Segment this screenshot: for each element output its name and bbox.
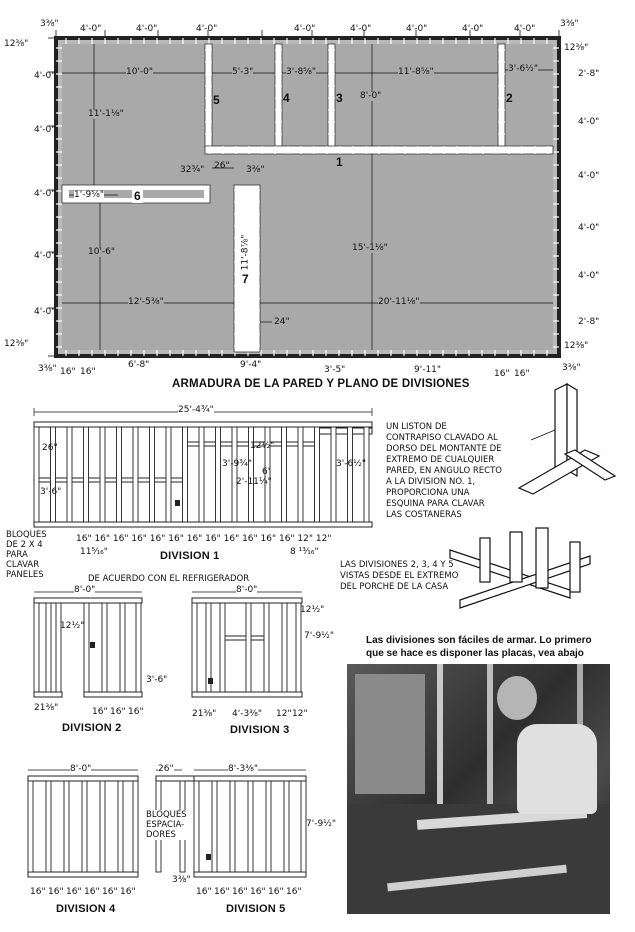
stud xyxy=(120,603,125,692)
inner-dim: 11'-1⅛" xyxy=(88,109,124,119)
division-4-caption: DIVISION 4 xyxy=(56,903,116,915)
divisions-view-drawing xyxy=(440,520,630,620)
stud xyxy=(166,427,171,522)
stud xyxy=(216,427,221,522)
dim: 16" xyxy=(120,887,136,897)
top-dim: 4'-0" xyxy=(350,24,372,34)
partition-number: 6 xyxy=(134,189,141,203)
stud xyxy=(46,781,51,872)
left-dim: 4'-0" xyxy=(34,71,56,81)
stud xyxy=(117,427,122,522)
bottom-dim: 3'-5" xyxy=(324,365,346,375)
photo-caption: Las divisiones son fáciles de armar. Lo primero que se hace es disponer las placas, vea abajo xyxy=(366,635,592,659)
stud xyxy=(331,427,336,522)
corner-detail-drawing xyxy=(515,380,625,500)
inner-dim: 10'-6" xyxy=(88,247,116,257)
inner-dim: 10'-0" xyxy=(126,67,154,77)
dim: 12½" xyxy=(60,621,85,631)
stud xyxy=(348,427,353,522)
top-dim: 4'-0" xyxy=(514,24,536,34)
inner-dim: 11'-8⅞" xyxy=(240,234,251,271)
bottom-dim: 16" xyxy=(80,367,96,377)
bottom-dim: 16" xyxy=(514,369,530,379)
bottom-dim: 9'-4" xyxy=(240,360,262,370)
divisions-note: LAS DIVISIONES 2, 3, 4 Y 5 VISTAS DESDE EL EXTREMO DEL PORCHE DE LA CASA xyxy=(340,560,459,592)
dim: 16" xyxy=(268,887,284,897)
dim: 21⅜" xyxy=(192,709,217,719)
dim: 2'-11¼" xyxy=(236,477,272,487)
dim: 16" xyxy=(84,887,100,897)
stud xyxy=(212,781,217,872)
inner-dim: 15'-1⅛" xyxy=(352,243,388,253)
dim: 16" xyxy=(110,707,126,717)
stud xyxy=(298,427,303,522)
dim: 8'-3⅜" xyxy=(228,764,259,774)
division-2-caption: DIVISION 2 xyxy=(62,722,122,734)
division-3-drawing xyxy=(186,584,326,714)
dim: 16" xyxy=(30,887,46,897)
bottom-dim: 9'-11" xyxy=(414,365,442,375)
bottom-dim: 3⅜" xyxy=(562,363,581,373)
dim: 16" xyxy=(102,887,118,897)
stud xyxy=(266,781,271,872)
workshop-photo xyxy=(347,664,610,914)
inner-dim: 8'-0" xyxy=(360,91,382,101)
stud xyxy=(315,427,320,522)
dim: 21⅜" xyxy=(34,703,59,713)
division-1-drawing xyxy=(0,400,400,540)
stud xyxy=(284,781,289,872)
stud xyxy=(84,603,89,692)
stud xyxy=(364,427,369,522)
dim: 8'-0" xyxy=(236,585,258,595)
dim: 3⅜" xyxy=(172,875,191,885)
dim: 8'-0" xyxy=(74,585,96,595)
stud xyxy=(84,427,89,522)
floor-plan-title: ARMADURA DE LA PARED Y PLANO DE DIVISIONES xyxy=(172,378,470,390)
stud xyxy=(192,603,197,692)
dim: 26" xyxy=(42,443,58,453)
stud xyxy=(100,427,105,522)
dim: 11⁵⁄₁₆" xyxy=(80,547,108,557)
right-dim: 4'-0" xyxy=(578,171,600,181)
partition-number: 5 xyxy=(213,93,220,107)
stud xyxy=(248,781,253,872)
stud xyxy=(102,603,107,692)
stud xyxy=(100,781,105,872)
inner-dim: 11'-8⅝" xyxy=(398,67,434,77)
inner-dim: 20'-11⅛" xyxy=(378,297,420,307)
stud xyxy=(136,603,141,692)
stud xyxy=(194,781,199,872)
top-dim: 4'-0" xyxy=(462,24,484,34)
liston-note: UN LISTON DE CONTRAPISO CLAVADO AL DORSO DEL MONTANTE DE EXTREMO DE CUALQUIER PARED, EN ANGULO RECTO A LA DIVISION NO. 1, PROPORCIONA UNA ESQUINA PARA CLAVAR LAS COSTANERAS xyxy=(386,422,502,520)
inner-dim: 1'-9⅝" xyxy=(74,190,105,200)
right-dim: 2'-8" xyxy=(578,69,600,79)
stud xyxy=(51,427,56,522)
bottom-dim: 6'-8" xyxy=(128,360,150,370)
inner-dim: 3'-6½" xyxy=(508,64,539,74)
partition-number: 4 xyxy=(283,91,290,105)
partition-number: 2 xyxy=(506,91,513,105)
left-dim: 12⅜" xyxy=(4,339,29,349)
dim: 12½" xyxy=(250,441,275,451)
right-dim: 4'-0" xyxy=(578,223,600,233)
stud xyxy=(282,427,287,522)
stud xyxy=(220,603,225,692)
left-dim: 4'-0" xyxy=(34,251,56,261)
fridge-note: DE ACUERDO CON EL REFRIGERADOR xyxy=(88,574,250,584)
dim: 16" xyxy=(250,887,266,897)
top-dim: 4'-0" xyxy=(294,24,316,34)
stud xyxy=(232,427,237,522)
dim: 16" xyxy=(232,887,248,897)
stud xyxy=(46,603,51,692)
division-1-spacing: 16" 16" 16" 16" 16" 16" 16" 16" 16" 16" 16" 16" 12" 12" xyxy=(76,534,332,544)
dim: 16" xyxy=(48,887,64,897)
left-dim: 12⅜" xyxy=(4,39,29,49)
stud xyxy=(28,781,33,872)
dim: 8 ¹³⁄₁₆" xyxy=(290,547,319,557)
inner-dim: 5'-3" xyxy=(232,67,254,77)
dim: 7'-9½" xyxy=(304,631,335,641)
right-dim: 2'-8" xyxy=(578,317,600,327)
dim: 16" xyxy=(214,887,230,897)
stud xyxy=(199,427,204,522)
bloques-espaciadores: BLOQUES ESPACIA- DORES xyxy=(146,810,187,840)
bloques-note: BLOQUES DE 2 X 4 PARA CLAVAR PANELES xyxy=(6,530,47,580)
dim: 12" xyxy=(276,709,292,719)
division-5-caption: DIVISION 5 xyxy=(226,903,286,915)
stud xyxy=(246,603,251,692)
dim: 7'-9½" xyxy=(306,819,337,829)
inner-dim: 3'-8⅝" xyxy=(286,67,317,77)
stud xyxy=(230,781,235,872)
dim: 12½" xyxy=(300,605,325,615)
stud xyxy=(150,427,155,522)
top-dim: 4'-0" xyxy=(80,24,102,34)
inner-dim: 24" xyxy=(274,317,290,327)
stud xyxy=(56,603,61,692)
division-3-caption: DIVISION 3 xyxy=(230,724,290,736)
dim: 12" xyxy=(292,709,308,719)
stud xyxy=(64,781,69,872)
left-dim: 4'-0" xyxy=(34,125,56,135)
division-4-drawing xyxy=(22,760,152,890)
right-dim: 4'-0" xyxy=(578,117,600,127)
stud xyxy=(118,781,123,872)
stud xyxy=(133,427,138,522)
top-dim: 4'-0" xyxy=(196,24,218,34)
partition-number: 1 xyxy=(336,155,343,169)
dim: 3'-6" xyxy=(40,487,62,497)
stud xyxy=(67,427,72,522)
top-dim: 4'-0" xyxy=(136,24,158,34)
inner-dim: 26" xyxy=(214,161,230,171)
top-dim: 3⅜" xyxy=(40,19,59,29)
stud xyxy=(82,781,87,872)
dim: 16" xyxy=(286,887,302,897)
stud xyxy=(34,427,39,522)
dim: 3'-9¾" xyxy=(222,459,253,469)
bottom-dim: 16" xyxy=(60,367,76,377)
dim: 26" xyxy=(158,764,174,774)
inner-dim: 12'-5⅜" xyxy=(128,297,164,307)
partition-number: 3 xyxy=(336,91,343,105)
right-dim: 12⅜" xyxy=(564,43,589,53)
stud xyxy=(34,603,39,692)
left-dim: 4'-0" xyxy=(34,307,56,317)
inner-dim: 32¾" xyxy=(180,165,205,175)
dim: 8'-0" xyxy=(70,764,92,774)
dim: 3'-6½" xyxy=(336,459,367,469)
right-dim: 4'-0" xyxy=(578,271,600,281)
top-dim: 4'-0" xyxy=(406,24,428,34)
dim: 16" xyxy=(66,887,82,897)
partition-number: 7 xyxy=(242,272,249,286)
dim: 16" xyxy=(196,887,212,897)
division-1-overall: 25'-4¾" xyxy=(178,405,214,415)
stud xyxy=(296,603,301,692)
dim: 3'-6" xyxy=(146,675,168,685)
stud xyxy=(264,603,269,692)
left-dim: 4'-0" xyxy=(34,189,56,199)
right-dim: 12⅜" xyxy=(564,341,589,351)
dim: 16" xyxy=(92,707,108,717)
dim: 4'-3⅜" xyxy=(232,709,263,719)
stud xyxy=(282,603,287,692)
dim: 6' xyxy=(262,467,271,477)
dim: 16" xyxy=(128,707,144,717)
top-dim: 3⅜" xyxy=(560,19,579,29)
division-1-caption: DIVISION 1 xyxy=(160,550,220,562)
inner-dim: 3⅜" xyxy=(246,165,265,175)
stud xyxy=(133,781,138,872)
bottom-dim: 3⅜" xyxy=(38,364,57,374)
division-2-drawing xyxy=(28,584,168,714)
stud xyxy=(183,427,188,522)
bottom-dim: 16" xyxy=(494,369,510,379)
